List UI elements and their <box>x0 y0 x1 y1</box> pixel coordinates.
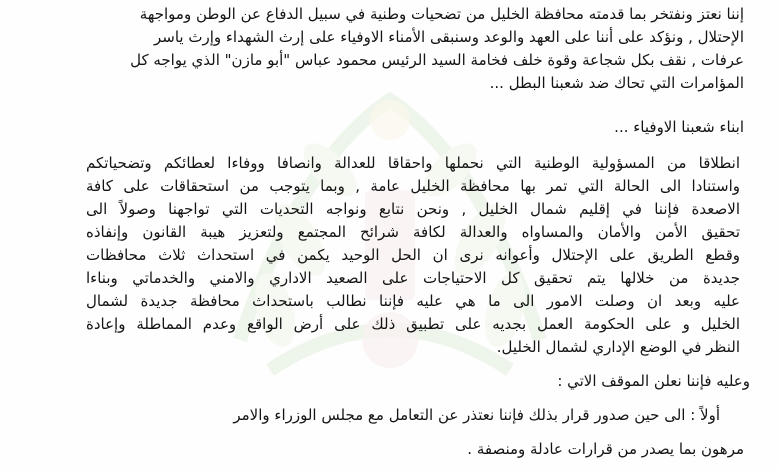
paragraph-line: تحقيق الأمن والأمان والمساواه والعدالة لكافة شرائح المجتمع ولتعزيز هيبة القانون وإنفاذه <box>86 223 740 241</box>
paragraph-line: عرفات , نقف بكل شجاعة وقوة خلف فخامة السيد الرئيس محمود عباس "أبو مازن" الذي يواجه كل <box>130 51 744 69</box>
paragraph-line: جديدة من خلالها يتم تحقيق كل الاحتياجات على الصعيد الاداري والامني والخدماتي وبناءا <box>86 269 740 287</box>
paragraph-line: انطلاقا من المسؤولية الوطنية التي نحملها واحقاقا للعدالة وانصافا ووفاءا لعطائكم وتضحياتكم <box>86 154 740 172</box>
paragraph-line: المؤامرات التي تحاك ضد شعبنا البطل ... <box>489 74 744 92</box>
paragraph-line: إننا نعتز ونفتخر بما قدمته محافظة الخليل من تضحيات وطنية في سبيل الدفاع عن الوطن ومواجهة <box>139 5 744 23</box>
paragraph-line: عليه وبعد ان وصلت الامور الى ما هي عليه فإننا نطالب باستحداث محافظة جديدة لشمال <box>86 292 740 310</box>
paragraph-line: الإحتلال , ونؤكد على أننا على العهد والوعد وسنبقى الأمناء الاوفياء على إرث الشهداء وإرث ياسر <box>153 28 744 46</box>
opening-paragraph <box>66 3 744 95</box>
main-paragraph <box>86 152 740 359</box>
paragraph-line: وقطع الطريق على الإحتلال وأعوانه نرى ان الحل الوحيد يكمن في استحداث ثلاث محافظات <box>86 246 740 264</box>
point-one-continuation: مرهون بما يصدر من قرارات عادلة ومنصفة . <box>467 440 744 458</box>
position-intro: وعليه فإننا نعلن الموقف الاتي : <box>557 372 750 390</box>
paragraph-line: النظر في الوضع الإداري لشمال الخليل. <box>496 338 740 356</box>
paragraph-line: الاصعدة فإننا في إقليم شمال الخليل , ونحن نتابع ونواجه التحديات التي تواجهنا وصولاً الى <box>86 200 740 218</box>
greeting-line: ابناء شعبنا الاوفياء ... <box>614 118 744 136</box>
paragraph-line: واستنادا الى الحالة التي تمر بها محافظة الخليل عامة , وبما يتوجب من استحقاقات على كافة <box>86 177 740 195</box>
point-one: أولاً : الى حين صدور قرار بذلك فإننا نعتذر عن التعامل مع مجلس الوزراء والامر <box>233 406 720 424</box>
paragraph-line: الخليل و على الحكومة العمل بجديه على تطبيق ذلك على أرض الواقع وعدم المماطلة وإعادة <box>86 315 740 333</box>
